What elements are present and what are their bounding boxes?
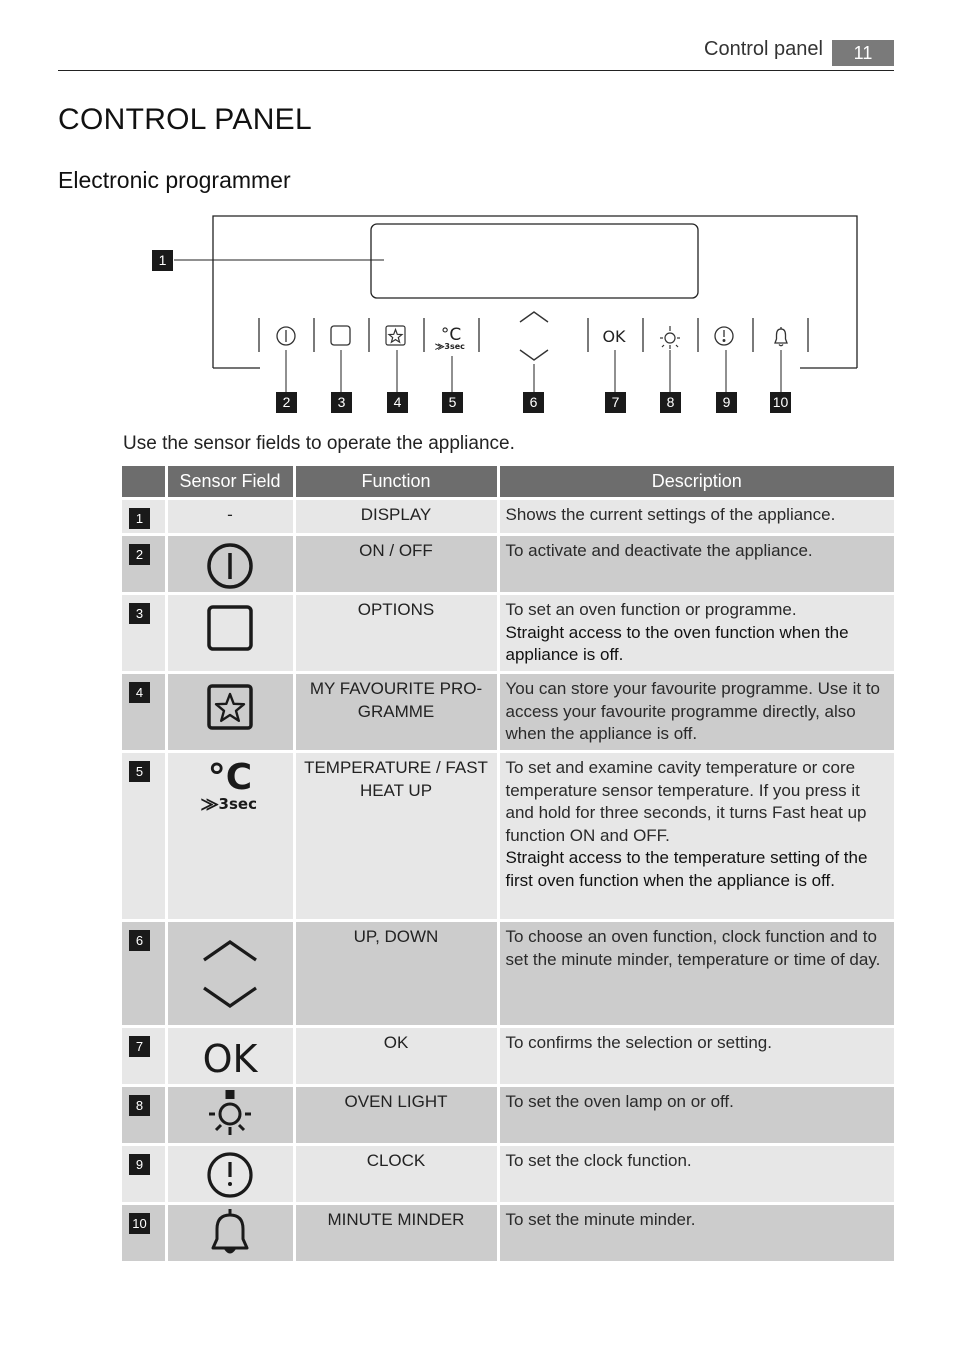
ok-icon (190, 1028, 270, 1084)
running-header-section: Control panel (704, 38, 823, 60)
row-number: 5 (129, 761, 150, 782)
favourite-star-icon (386, 326, 405, 345)
bell-icon (775, 327, 787, 346)
callout-badge-1: 1 (152, 250, 173, 271)
function-cell: MY FAVOURITE PRO-GRAMME (294, 673, 498, 752)
callout-badge-2: 2 (276, 392, 297, 413)
callout-badge-6: 6 (523, 392, 544, 413)
callout-badge-7: 7 (605, 392, 626, 413)
function-cell: MINUTE MINDER (294, 1204, 498, 1263)
header-description: Description (498, 466, 894, 499)
oven-light-icon (660, 326, 680, 349)
function-cell: ON / OFF (294, 535, 498, 594)
table-row (122, 535, 894, 594)
table-row (122, 1204, 894, 1263)
table-row (122, 752, 894, 921)
description-text: To confirms the selection or setting. (505, 1033, 772, 1052)
header-num (122, 466, 166, 499)
callout-badge-3: 3 (331, 392, 352, 413)
description-text: To set the minute minder. (505, 1210, 696, 1229)
favourite-star-icon (200, 678, 260, 738)
temperature-glyph: °C (207, 757, 253, 798)
options-square-icon (331, 326, 350, 345)
options-square-icon (200, 599, 260, 659)
table-row (122, 594, 894, 673)
callout-badge-9: 9 (716, 392, 737, 413)
page-title: CONTROL PANEL (58, 103, 312, 136)
header-sensor-field: Sensor Field (166, 466, 294, 499)
table-row (122, 1086, 894, 1145)
table-row (122, 1027, 894, 1086)
description-text: To set and examine cavity temperature or core temperature sensor temperature. If you press it and hold for three seconds, it turns Fast heat up function ON and OFF. (505, 758, 867, 845)
fast-heat-3sec-label: ⨠3sec (435, 342, 465, 351)
function-cell: DISPLAY (294, 499, 498, 535)
panel-outline (213, 216, 857, 368)
power-icon (200, 536, 260, 592)
control-panel-diagram (0, 0, 954, 420)
description-text: Straight access to the temperature setting of the first oven function when the appliance is off. (505, 848, 868, 890)
page-number: 11 (832, 40, 894, 66)
row-number: 3 (129, 603, 150, 624)
ok-icon: OK (602, 327, 626, 346)
description-text: To activate and deactivate the appliance. (505, 541, 813, 560)
row-number: 9 (129, 1154, 150, 1175)
up-down-chevron-icon (520, 312, 548, 360)
temperature-icon: °C (440, 325, 462, 345)
table-header-row (122, 466, 894, 499)
callout-badge-8: 8 (660, 392, 681, 413)
description-text: To choose an oven function, clock function and to set the minute minder, temperature or time of day. (505, 927, 881, 969)
sensor-field-dash: - (227, 505, 233, 524)
sensor-separators (259, 318, 808, 352)
description-text: To set the clock function. (505, 1151, 692, 1170)
table-row (122, 1145, 894, 1204)
temperature-fast-heat-icon (190, 755, 270, 815)
function-cell: TEMPERATURE / FAST HEAT UP (294, 752, 498, 921)
bell-icon (200, 1205, 260, 1261)
clock-icon (200, 1146, 260, 1202)
function-cell: CLOCK (294, 1145, 498, 1204)
intro-text: Use the sensor fields to operate the appliance. (123, 433, 515, 454)
power-icon (277, 327, 295, 345)
header-function: Function (294, 466, 498, 499)
clock-icon (715, 327, 733, 345)
row-number: 8 (129, 1095, 150, 1116)
description-text: To set the oven lamp on or off. (505, 1092, 734, 1111)
row-number: 7 (129, 1036, 150, 1057)
row-number: 4 (129, 682, 150, 703)
sensor-field-table (122, 466, 894, 1264)
table-row (122, 499, 894, 535)
function-cell: OK (294, 1027, 498, 1086)
row-number: 10 (129, 1213, 150, 1234)
display-window (371, 224, 698, 298)
ok-glyph: OK (202, 1037, 258, 1081)
section-subtitle: Electronic programmer (58, 167, 291, 193)
row-number: 2 (129, 544, 150, 565)
row-number: 1 (129, 508, 150, 529)
callout-badge-4: 4 (387, 392, 408, 413)
function-cell: OPTIONS (294, 594, 498, 673)
callout-badge-10: 10 (770, 392, 791, 413)
oven-light-icon (200, 1087, 260, 1143)
description-text: You can store your favourite programme. Use it to access your favourite programme directly, also when the appliance is off. (505, 679, 880, 743)
up-down-chevron-icon (195, 932, 265, 1016)
function-cell: UP, DOWN (294, 921, 498, 1027)
row-number: 6 (129, 930, 150, 951)
table-row (122, 921, 894, 1027)
description-text: Shows the current settings of the appliance. (505, 505, 836, 524)
table-row (122, 673, 894, 752)
callout-leaders (286, 350, 781, 392)
description-text: Straight access to the oven function when the appliance is off. (505, 622, 849, 664)
fast-heat-3sec-glyph: ⨠3sec (201, 795, 257, 813)
description-text: To set an oven function or programme. (505, 600, 797, 619)
function-cell: OVEN LIGHT (294, 1086, 498, 1145)
callout-badge-5: 5 (442, 392, 463, 413)
